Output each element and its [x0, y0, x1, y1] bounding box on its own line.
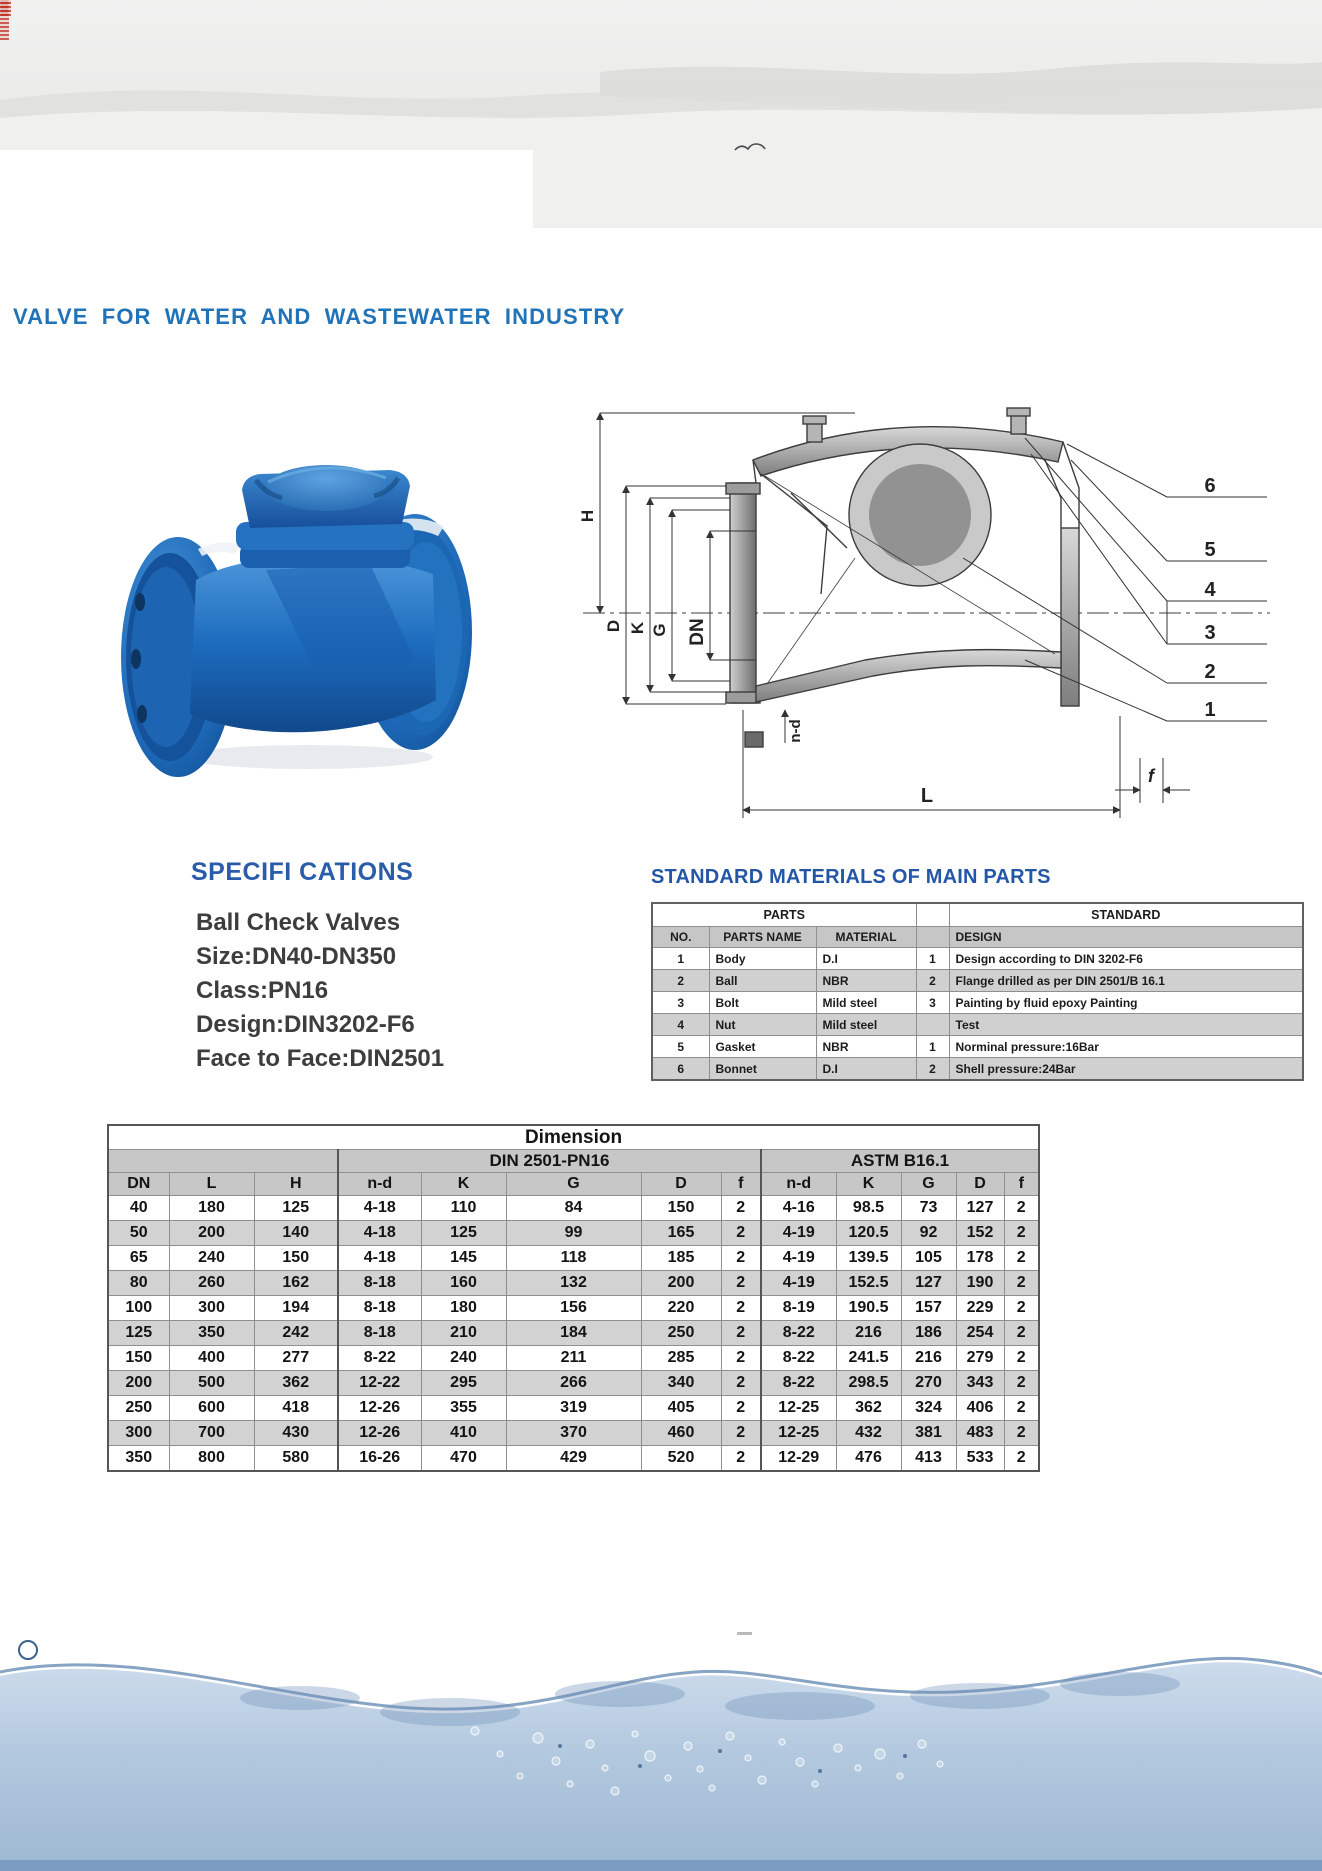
dimension-cell: 12-25 [761, 1396, 836, 1421]
callout-2: 2 [1204, 661, 1216, 683]
dimension-cell: 476 [836, 1446, 901, 1472]
dimension-cell: 200 [108, 1371, 169, 1396]
materials-cell-no: 5 [652, 1036, 709, 1058]
dimension-cell: 277 [254, 1346, 338, 1371]
dimension-column-header: f [1004, 1173, 1039, 1196]
dimension-cell: 2 [1004, 1296, 1039, 1321]
dimension-cell: 180 [421, 1296, 506, 1321]
dimension-cell: 99 [506, 1221, 641, 1246]
dimension-cell: 2 [721, 1246, 761, 1271]
materials-cell-name: Ball [709, 970, 816, 992]
dimension-cell: 8-19 [761, 1296, 836, 1321]
materials-cell-no: 4 [652, 1014, 709, 1036]
dimension-cell: 2 [1004, 1271, 1039, 1296]
materials-cell-material: Mild steel [816, 992, 916, 1014]
materials-cell-no: 1 [652, 948, 709, 970]
col-header-parts-name: PARTS NAME [709, 927, 816, 948]
callout-3: 3 [1204, 622, 1216, 644]
dimension-column-header: DN [108, 1173, 169, 1196]
dimension-cell: 285 [641, 1346, 721, 1371]
materials-cell-no: 2 [652, 970, 709, 992]
dimension-cell: 4-18 [338, 1196, 421, 1221]
materials-cell-material: D.I [816, 948, 916, 970]
header-mist-graphic [0, 0, 1322, 230]
water-photo-band [0, 1636, 1322, 1871]
dimension-cell: 4-19 [761, 1221, 836, 1246]
valve-product-photo [118, 452, 473, 782]
dimension-cell: 127 [956, 1196, 1004, 1221]
dimension-cell: 254 [956, 1321, 1004, 1346]
dimension-cell: 12-26 [338, 1396, 421, 1421]
dimension-cell: 73 [901, 1196, 956, 1221]
dimension-column-header: G [506, 1173, 641, 1196]
dimension-cell: 110 [421, 1196, 506, 1221]
dim-label-DN: DN [687, 618, 708, 646]
dimension-cell: 194 [254, 1296, 338, 1321]
dim-label-f: f [1148, 766, 1154, 786]
dimension-cell: 324 [901, 1396, 956, 1421]
dimension-row [108, 1271, 1039, 1296]
dimension-cell: 125 [421, 1221, 506, 1246]
materials-cell-name: Nut [709, 1014, 816, 1036]
spec-line: Ball Check Valves [196, 909, 401, 936]
dimension-cell: 460 [641, 1421, 721, 1446]
dimension-cell: 118 [506, 1246, 641, 1271]
dimension-cell: 165 [641, 1221, 721, 1246]
dimension-column-header: n-d [761, 1173, 836, 1196]
dimension-cell: 400 [169, 1346, 254, 1371]
materials-cell-name: Bolt [709, 992, 816, 1014]
dimension-cell: 260 [169, 1271, 254, 1296]
astm-group-header: ASTM B16.1 [761, 1150, 1039, 1173]
spec-line: Face to Face:DIN2501 [196, 1045, 445, 1072]
dimension-row [108, 1396, 1039, 1421]
parts-group-header: PARTS [652, 903, 916, 927]
col-header-no: NO. [652, 927, 709, 948]
dimension-cell: 4-19 [761, 1271, 836, 1296]
dimension-cell: 150 [641, 1196, 721, 1221]
spec-line: Class:PN16 [196, 977, 329, 1004]
drawing-ball [849, 444, 991, 586]
materials-row [652, 948, 1303, 970]
callout-1: 1 [1204, 699, 1216, 721]
dimension-row [108, 1196, 1039, 1221]
materials-cell-name: Bonnet [709, 1058, 816, 1081]
dimension-cell: 84 [506, 1196, 641, 1221]
dimension-cell: 343 [956, 1371, 1004, 1396]
dimension-row [108, 1371, 1039, 1396]
dimension-cell: 250 [108, 1396, 169, 1421]
dimension-cell: 2 [1004, 1421, 1039, 1446]
dimension-cell: 432 [836, 1421, 901, 1446]
dimension-cell: 140 [254, 1221, 338, 1246]
dimension-cell: 2 [1004, 1221, 1039, 1246]
dimension-cell: 152 [956, 1221, 1004, 1246]
callout-leaders [963, 438, 1267, 721]
dimension-cell: 12-25 [761, 1421, 836, 1446]
dimension-cell: 150 [108, 1346, 169, 1371]
dimension-cell: 40 [108, 1196, 169, 1221]
dimension-cell: 295 [421, 1371, 506, 1396]
dimension-cell: 125 [254, 1196, 338, 1221]
dimension-cell: 12-29 [761, 1446, 836, 1472]
dimension-cell: 8-18 [338, 1296, 421, 1321]
dimension-cell: 80 [108, 1271, 169, 1296]
dimension-cell: 2 [1004, 1246, 1039, 1271]
dimension-cell: 2 [1004, 1346, 1039, 1371]
materials-spacer-cell [916, 927, 949, 948]
dimension-table-title: Dimension [108, 1125, 1039, 1150]
dimension-cell: 2 [1004, 1446, 1039, 1472]
materials-cell-name: Body [709, 948, 816, 970]
dimension-cell: 298.5 [836, 1371, 901, 1396]
callout-4: 4 [1204, 579, 1216, 601]
materials-cell-design: Design according to DIN 3202-F6 [949, 948, 1303, 970]
spec-line: Design:DIN3202-F6 [196, 1011, 415, 1038]
drawing-bottom-wall [756, 650, 1061, 702]
dimension-cell: 355 [421, 1396, 506, 1421]
dimension-cell: 319 [506, 1396, 641, 1421]
dimension-cell: 65 [108, 1246, 169, 1271]
dimension-column-header: f [721, 1173, 761, 1196]
dimension-cell: 105 [901, 1246, 956, 1271]
dimension-cell: 2 [721, 1221, 761, 1246]
materials-cell-design: Painting by fluid epoxy Painting [949, 992, 1303, 1014]
dimension-cell: 100 [108, 1296, 169, 1321]
dimension-cell: 4-18 [338, 1221, 421, 1246]
materials-cell-design: Flange drilled as per DIN 2501/B 16.1 [949, 970, 1303, 992]
dimension-cell: 700 [169, 1421, 254, 1446]
dim-label-D: D [604, 619, 623, 633]
materials-cell-name: Gasket [709, 1036, 816, 1058]
dimension-cell: 405 [641, 1396, 721, 1421]
dimension-cell: 580 [254, 1446, 338, 1472]
dimension-cell: 406 [956, 1396, 1004, 1421]
dimension-cell: 220 [641, 1296, 721, 1321]
materials-row [652, 1058, 1303, 1081]
dimension-cell: 150 [254, 1246, 338, 1271]
dimension-cell: 216 [836, 1321, 901, 1346]
dimension-row [108, 1346, 1039, 1371]
dimension-cell: 2 [1004, 1396, 1039, 1421]
dimension-cell: 350 [108, 1446, 169, 1472]
dimension-column-headers [108, 1173, 1039, 1196]
dimension-cell: 2 [721, 1396, 761, 1421]
dimension-cell: 362 [254, 1371, 338, 1396]
dim-label-nd: n-d [787, 719, 804, 743]
materials-row [652, 1036, 1303, 1058]
dimension-cell: 139.5 [836, 1246, 901, 1271]
dimension-cell: 300 [169, 1296, 254, 1321]
dimension-cell: 200 [169, 1221, 254, 1246]
dimension-cell: 160 [421, 1271, 506, 1296]
dimension-cell: 350 [169, 1321, 254, 1346]
spec-line: Size:DN40-DN350 [196, 943, 397, 970]
dimension-cell: 8-22 [761, 1321, 836, 1346]
materials-cell-design: Test [949, 1014, 1303, 1036]
dimension-cell: 8-22 [761, 1371, 836, 1396]
dimension-cell: 266 [506, 1371, 641, 1396]
dim-label-K: K [628, 621, 647, 635]
dimension-column-header: K [421, 1173, 506, 1196]
dimension-cell: 125 [108, 1321, 169, 1346]
dimension-cell: 178 [956, 1246, 1004, 1271]
dimension-cell: 300 [108, 1421, 169, 1446]
callout-6: 6 [1204, 475, 1216, 497]
dimension-column-header: G [901, 1173, 956, 1196]
materials-cell-no: 3 [652, 992, 709, 1014]
dimension-cell: 8-18 [338, 1321, 421, 1346]
dimension-cell: 241.5 [836, 1346, 901, 1371]
dimension-cell: 185 [641, 1246, 721, 1271]
valve-technical-drawing [555, 398, 1295, 828]
dimension-group-row [108, 1150, 1039, 1173]
dimension-cell: 98.5 [836, 1196, 901, 1221]
materials-cell-std-no: 3 [916, 992, 949, 1014]
dimension-column-header: L [169, 1173, 254, 1196]
dimension-cell: 2 [721, 1196, 761, 1221]
dimension-table-body [108, 1196, 1039, 1472]
materials-cell-no: 6 [652, 1058, 709, 1081]
dimension-column-header: D [956, 1173, 1004, 1196]
dimension-cell: 92 [901, 1221, 956, 1246]
dimension-column-header: H [254, 1173, 338, 1196]
materials-cell-material: NBR [816, 970, 916, 992]
dimension-cell: 410 [421, 1421, 506, 1446]
materials-cell-std-no: 2 [916, 1058, 949, 1081]
valve-body [190, 556, 436, 732]
dimension-cell: 362 [836, 1396, 901, 1421]
dimension-row [108, 1296, 1039, 1321]
materials-cell-std-no [916, 1014, 949, 1036]
dimension-cell: 340 [641, 1371, 721, 1396]
materials-row [652, 1014, 1303, 1036]
drawing-neck [761, 474, 827, 594]
materials-cell-std-no: 2 [916, 970, 949, 992]
dimension-table [107, 1124, 1040, 1472]
dimension-row [108, 1321, 1039, 1346]
photo-shadow [183, 745, 433, 769]
dimension-cell: 50 [108, 1221, 169, 1246]
dimension-cell: 2 [721, 1321, 761, 1346]
materials-cell-design: Norminal pressure:16Bar [949, 1036, 1303, 1058]
dimension-cell: 2 [1004, 1321, 1039, 1346]
dimension-cell: 152.5 [836, 1271, 901, 1296]
dimension-cell: 216 [901, 1346, 956, 1371]
col-header-material: MATERIAL [816, 927, 916, 948]
seal-mark [1, 0, 8, 16]
dimension-row [108, 1246, 1039, 1271]
dim-label-G: G [650, 623, 669, 637]
dimension-cell: 240 [421, 1346, 506, 1371]
dimension-cell: 470 [421, 1446, 506, 1472]
dimension-cell: 8-18 [338, 1271, 421, 1296]
dimension-cell: 12-22 [338, 1371, 421, 1396]
specifications-heading: SPECIFI CATIONS [191, 858, 414, 886]
dimension-cell: 4-18 [338, 1246, 421, 1271]
dimension-cell: 16-26 [338, 1446, 421, 1472]
dimension-cell: 4-19 [761, 1246, 836, 1271]
valve-bonnet-cap [236, 465, 414, 568]
dimension-cell: 533 [956, 1446, 1004, 1472]
dimension-cell: 4-16 [761, 1196, 836, 1221]
dimension-cell: 210 [421, 1321, 506, 1346]
divider-dash [737, 1632, 752, 1635]
din-group-header: DIN 2501-PN16 [338, 1150, 761, 1173]
dimension-cell: 2 [1004, 1196, 1039, 1221]
dimension-cell: 2 [721, 1271, 761, 1296]
col-header-design: DESIGN [949, 927, 1303, 948]
dimension-row [108, 1221, 1039, 1246]
materials-spacer-cell [916, 903, 949, 927]
dimension-cell: 270 [901, 1371, 956, 1396]
dim-label-H: H [578, 509, 597, 523]
dimension-cell: 184 [506, 1321, 641, 1346]
dimension-cell: 156 [506, 1296, 641, 1321]
dimension-cell: 162 [254, 1271, 338, 1296]
dimension-cell: 800 [169, 1446, 254, 1472]
dimension-cell: 429 [506, 1446, 641, 1472]
dimension-cell: 483 [956, 1421, 1004, 1446]
dimension-column-header: D [641, 1173, 721, 1196]
dimension-cell: 2 [721, 1371, 761, 1396]
dimension-column-header: K [836, 1173, 901, 1196]
dimension-cell: 430 [254, 1421, 338, 1446]
materials-row [652, 992, 1303, 1014]
dimension-cell: 190 [956, 1271, 1004, 1296]
page-title: VALVE FOR WATER AND WASTEWATER INDUSTRY [13, 304, 626, 329]
dim-label-L: L [920, 785, 934, 807]
dimension-cell: 520 [641, 1446, 721, 1472]
materials-row [652, 970, 1303, 992]
dimension-cell: 229 [956, 1296, 1004, 1321]
dimension-cell: 2 [721, 1296, 761, 1321]
dimension-cell: 500 [169, 1371, 254, 1396]
spec-lines [196, 906, 444, 1076]
materials-cell-material: Mild steel [816, 1014, 916, 1036]
dimension-cell: 600 [169, 1396, 254, 1421]
water-bottom-strip [0, 1860, 1322, 1871]
dimension-cell: 8-22 [761, 1346, 836, 1371]
dimension-cell: 8-22 [338, 1346, 421, 1371]
dimension-row [108, 1446, 1039, 1472]
dimension-cell: 200 [641, 1271, 721, 1296]
dimension-cell: 240 [169, 1246, 254, 1271]
dimension-cell: 279 [956, 1346, 1004, 1371]
dimension-cell: 2 [721, 1346, 761, 1371]
callout-5: 5 [1204, 539, 1216, 561]
materials-group-row [652, 903, 1303, 927]
dimension-cell: 120.5 [836, 1221, 901, 1246]
dimension-cell: 145 [421, 1246, 506, 1271]
materials-heading: STANDARD MATERIALS OF MAIN PARTS [651, 866, 1051, 888]
dimension-cell: 418 [254, 1396, 338, 1421]
drawing-left-flange [726, 483, 763, 747]
standard-group-header: STANDARD [949, 903, 1303, 927]
dimension-cell: 2 [721, 1421, 761, 1446]
dimension-cell: 413 [901, 1446, 956, 1472]
dimension-cell: 12-26 [338, 1421, 421, 1446]
dimension-cell: 242 [254, 1321, 338, 1346]
dimension-cell: 2 [721, 1446, 761, 1472]
dimension-column-header: n-d [338, 1173, 421, 1196]
materials-cell-material: NBR [816, 1036, 916, 1058]
dimension-cell: 370 [506, 1421, 641, 1446]
materials-cell-design: Shell pressure:24Bar [949, 1058, 1303, 1081]
materials-cell-std-no: 1 [916, 948, 949, 970]
materials-table-body [652, 948, 1303, 1081]
materials-cell-material: D.I [816, 1058, 916, 1081]
materials-cell-std-no: 1 [916, 1036, 949, 1058]
dimension-cell: 157 [901, 1296, 956, 1321]
materials-header-row [652, 927, 1303, 948]
materials-table [651, 902, 1304, 1081]
dimension-cell: 381 [901, 1421, 956, 1446]
dimension-cell: 180 [169, 1196, 254, 1221]
dimension-title-row [108, 1125, 1039, 1150]
dimension-cell: 186 [901, 1321, 956, 1346]
dimension-cell: 250 [641, 1321, 721, 1346]
bubble [19, 1641, 37, 1659]
dimension-cell: 2 [1004, 1371, 1039, 1396]
dimension-group-empty [108, 1150, 338, 1173]
dimension-cell: 127 [901, 1271, 956, 1296]
dimension-cell: 190.5 [836, 1296, 901, 1321]
dimension-cell: 211 [506, 1346, 641, 1371]
dimension-cell: 132 [506, 1271, 641, 1296]
dimension-row [108, 1421, 1039, 1446]
